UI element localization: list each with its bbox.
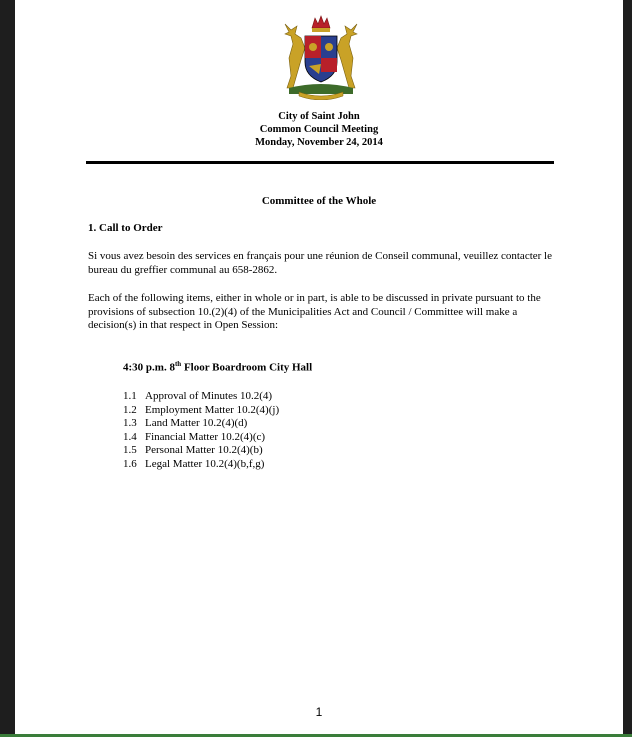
page-number: 1 xyxy=(315,705,323,719)
item-text: Land Matter 10.2(4)(d) xyxy=(145,417,248,429)
french-services-paragraph: Si vous avez besoin des services en français pour une réunion de Conseil communal, veuillez contacter le bureau du greffier communal au 658-2862. xyxy=(88,250,552,276)
city-name: City of Saint John xyxy=(278,111,360,122)
item-number: 1.6 xyxy=(123,457,137,470)
item-text: Employment Matter 10.2(4)(j) xyxy=(145,403,280,416)
list-item xyxy=(123,444,279,458)
session-time: 4:30 p.m. 8 xyxy=(123,361,175,374)
city-crest-icon xyxy=(279,14,363,100)
meeting-header xyxy=(15,110,623,149)
item-number: 1.3 xyxy=(123,417,137,429)
item-text: Legal Matter 10.2(4)(b,f,g) xyxy=(145,457,265,470)
session-time-location xyxy=(123,360,312,374)
item-number: 1.5 xyxy=(123,444,137,456)
session-location: Floor Boardroom City Hall xyxy=(181,361,313,374)
private-session-paragraph: Each of the following items, either in whole or in part, is able to be discussed in private pursuant to the provisions of subsection 10.(2)(4) of the Municipalities Act and Council / Committee will make a decision(s) in that respect in Open Session: xyxy=(88,292,541,331)
list-item xyxy=(123,417,279,431)
item-text: Financial Matter 10.2(4)(c) xyxy=(145,430,266,443)
left-frame xyxy=(0,0,15,737)
header-divider xyxy=(86,161,554,164)
meeting-date: Monday, November 24, 2014 xyxy=(255,137,383,148)
meeting-name: Common Council Meeting xyxy=(259,124,379,135)
item-number: 1.4 xyxy=(123,430,137,443)
item-number: 1.1 xyxy=(123,390,137,402)
list-item xyxy=(123,458,279,472)
item-text: Personal Matter 10.2(4)(b) xyxy=(145,444,263,456)
list-item xyxy=(123,404,279,418)
document-page xyxy=(15,0,623,734)
item-text: Approval of Minutes 10.2(4) xyxy=(145,390,273,402)
call-to-order-heading: 1. Call to Order xyxy=(88,222,163,234)
right-frame xyxy=(623,0,632,737)
section-title: Committee of the Whole xyxy=(261,195,377,207)
list-item xyxy=(123,390,279,404)
list-item xyxy=(123,431,279,445)
ordinal-suffix: th xyxy=(174,360,182,368)
agenda-items xyxy=(123,390,279,471)
item-number: 1.2 xyxy=(123,403,137,416)
